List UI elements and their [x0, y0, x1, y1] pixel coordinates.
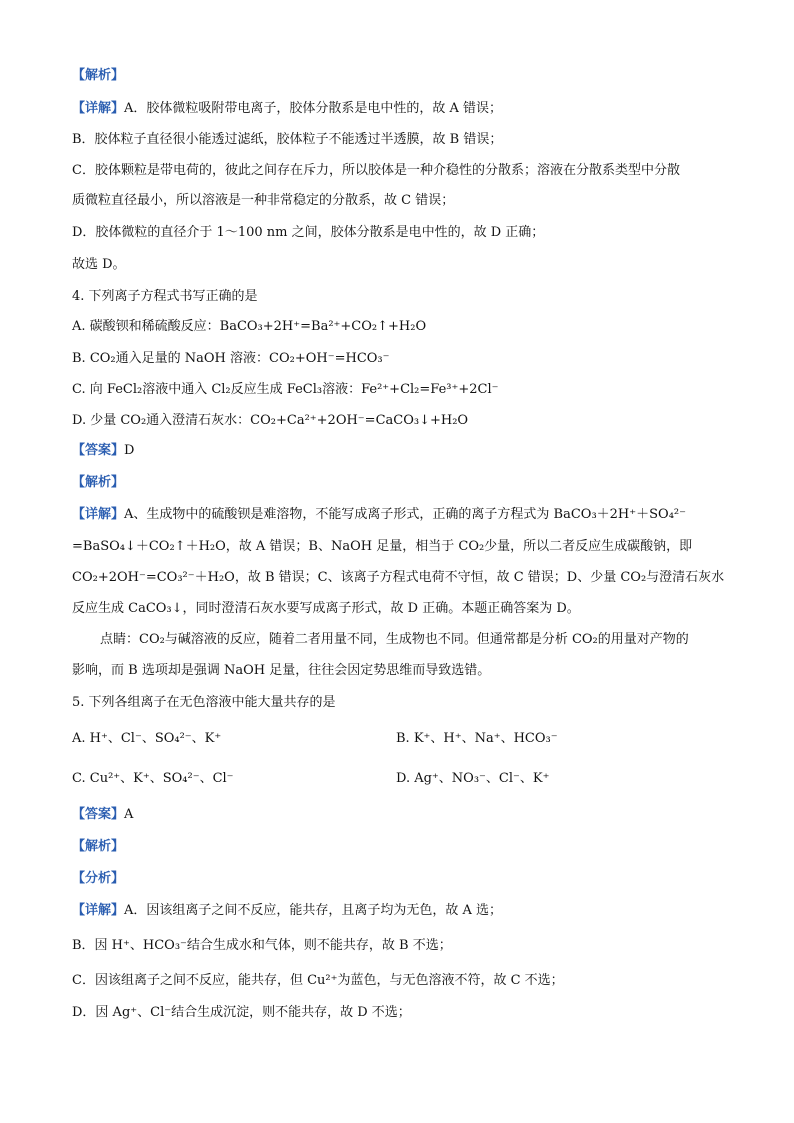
line-text: 4. 下列离子方程式书写正确的是: [72, 289, 258, 304]
line-text: 质微粒直径最小，所以溶液是一种非常稳定的分散系，故 C 错误；: [72, 193, 455, 208]
lines-line: [72, 538, 692, 556]
lines-line: [72, 256, 126, 274]
lines2-line: [72, 937, 452, 955]
lines-line: [72, 694, 336, 712]
line-text: 影响，而 B 选项却是强调 NaOH 足量，往往会因定势思维而导致选错。: [72, 663, 491, 678]
section-tag: 【详解】: [72, 101, 125, 116]
section-tag: 【详解】: [72, 903, 125, 918]
lines-line: [72, 318, 426, 336]
section-tag: 【解析】: [72, 68, 125, 83]
lines-line: [72, 662, 490, 680]
line-text: D. 少量 CO₂通入澄清石灰水：CO₂+Ca²⁺+2OH⁻=CaCO₃↓+H₂O: [72, 413, 469, 428]
line-text: 反应生成 CaCO₃↓，同时澄清石灰水要写成离子形式，故 D 正确。本题正确答案为 D。: [72, 601, 580, 616]
lines-line: [100, 631, 689, 649]
answer-option: B. K⁺、H⁺、Na⁺、HCO₃⁻: [396, 731, 558, 746]
line-text: B. CO₂通入足量的 NaOH 溶液：CO₂+OH⁻=HCO₃⁻: [72, 351, 390, 366]
line-text: A、生成物中的硫酸钡是难溶物，不能写成离子形式，正确的离子方程式为 BaCO₃＋2H⁺＋SO₄²⁻: [124, 507, 686, 522]
line-text: D．因 Ag⁺、Cl⁻结合生成沉淀，则不能共存，故 D 不选；: [72, 1005, 411, 1020]
line-text: C．胶体颗粒是带电荷的，彼此之间存在斥力，所以胶体是一种介稳性的分散系；溶液在分散系类型中分散: [72, 163, 680, 178]
section-tag: 【分析】: [72, 871, 125, 886]
section-tag: 【答案】: [72, 443, 125, 458]
lines-line: [72, 67, 124, 85]
lines-line: [72, 224, 544, 242]
section-tag: 【答案】: [72, 807, 125, 822]
line-text: 故选 D。: [72, 257, 126, 272]
line-text: 点睛：CO₂与碱溶液的反应，随着二者用量不同，生成物也不同。但通常都是分析 CO₂的用量对产物的: [100, 632, 689, 647]
line-text: C．因该组离子之间不反应，能共存，但 Cu²⁺为蓝色，与无色溶液不符，故 C 不选；: [72, 973, 564, 988]
lines2-line: [72, 838, 124, 856]
answer-option: D. Ag⁺、NO₃⁻、Cl⁻、K⁺: [396, 771, 550, 786]
answer-option: C. Cu²⁺、K⁺、SO₄²⁻、Cl⁻: [72, 771, 234, 786]
lines-line: [72, 506, 686, 524]
lines-line: [72, 192, 454, 210]
line-text: 5. 下列各组离子在无色溶液中能大量共存的是: [72, 695, 336, 710]
line-text: B．因 H⁺、HCO₃⁻结合生成水和气体，则不能共存，故 B 不选；: [72, 938, 452, 953]
lines-line: [72, 412, 468, 430]
lines-line: [72, 381, 498, 399]
lines-line: [72, 442, 134, 460]
lines-line: [72, 131, 502, 149]
section-tag: 【解析】: [72, 475, 125, 490]
line-text: A. 碳酸钡和稀硫酸反应：BaCO₃+2H⁺=Ba²⁺+CO₂↑+H₂O: [72, 319, 427, 334]
line-text: CO₂+2OH⁻=CO₃²⁻＋H₂O，故 B 错误；C、该离子方程式电荷不守恒，故 C 错误；D、少量 CO₂与澄清石灰水: [72, 570, 725, 585]
section-tag: 【详解】: [72, 507, 125, 522]
line-text: D．胶体微粒的直径介于 1～100 nm 之间，胶体分散系是电中性的，故 D 正确；: [72, 225, 545, 240]
line-text: A: [124, 807, 134, 822]
lines2-line: [72, 1004, 411, 1022]
answer-option: A. H⁺、Cl⁻、SO₄²⁻、K⁺: [72, 731, 222, 746]
lines2-line: [72, 870, 124, 888]
line-text: A．胶体微粒吸附带电离子，胶体分散系是电中性的，故 A 错误；: [124, 101, 503, 116]
line-text: D: [124, 443, 135, 458]
lines-line: [72, 569, 724, 587]
lines-line: [72, 100, 502, 118]
lines2-line: [72, 972, 564, 990]
line-text: B．胶体粒子直径很小能透过滤纸，胶体粒子不能透过半透膜，故 B 错误；: [72, 132, 503, 147]
lines-line: [72, 350, 390, 368]
lines2-line: [72, 902, 502, 920]
line-text: =BaSO₄↓＋CO₂↑＋H₂O，故 A 错误；B、NaOH 足量，相当于 CO₂少量，所以二者反应生成碳酸钠，即: [72, 539, 693, 554]
line-text: C. 向 FeCl₂溶液中通入 Cl₂反应生成 FeCl₃溶液：Fe²⁺+Cl₂=Fe³⁺+2Cl⁻: [72, 382, 499, 397]
lines-line: [72, 600, 580, 618]
line-text: A．因该组离子之间不反应，能共存，且离子均为无色，故 A 选；: [124, 903, 503, 918]
lines-line: [72, 288, 258, 306]
lines-line: [72, 162, 680, 180]
section-tag: 【解析】: [72, 839, 125, 854]
lines2-line: [72, 806, 133, 824]
lines-line: [72, 474, 124, 492]
